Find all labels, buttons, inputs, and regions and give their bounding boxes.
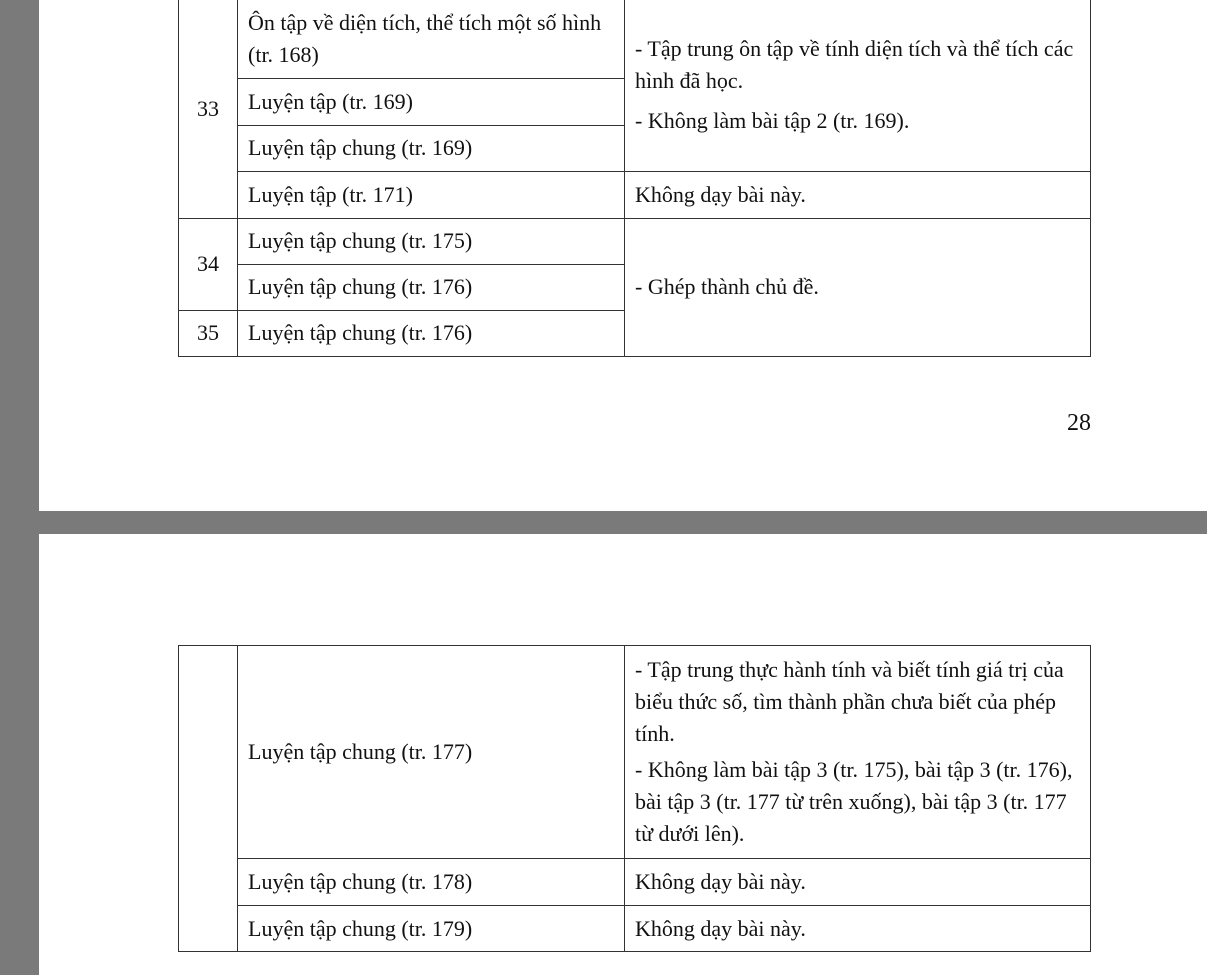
table-row (179, 906, 1091, 952)
note-line: - Tập trung ôn tập về tính diện tích và thể tích các hình đã học. (635, 36, 1074, 94)
note-line: - Không làm bài tập 2 (tr. 169). (635, 108, 910, 134)
document-page-1 (39, 0, 1207, 511)
table-row (179, 646, 1091, 859)
week-cell (179, 646, 238, 952)
document-page-2 (39, 534, 1207, 975)
note-cell: - Ghép thành chủ đề. (625, 218, 1091, 356)
week-cell (179, 310, 238, 356)
week-cell (179, 218, 238, 310)
lesson-table-1 (178, 0, 1091, 357)
lesson-cell: Luyện tập chung (tr. 176) (238, 264, 625, 310)
note-cell: Không dạy bài này. (625, 906, 1091, 952)
lesson-cell: Luyện tập chung (tr. 169) (238, 125, 625, 171)
lesson-cell: Luyện tập chung (tr. 178) (238, 859, 625, 906)
lesson-cell: Luyện tập (tr. 171) (238, 171, 625, 218)
lesson-cell: Ôn tập về diện tích, thể tích một số hình (tr. 168) (238, 0, 625, 78)
note-cell: Không dạy bài này. (625, 171, 1091, 218)
note-cell: Không dạy bài này. (625, 859, 1091, 906)
table-row (179, 171, 1091, 218)
lesson-cell: Luyện tập (tr. 169) (238, 78, 625, 125)
lesson-cell: Luyện tập chung (tr. 176) (238, 310, 625, 356)
week-number: 34 (197, 251, 219, 276)
table-row (179, 218, 1091, 264)
week-cell (179, 0, 238, 218)
table-row (179, 859, 1091, 906)
lesson-cell: Luyện tập chung (tr. 179) (238, 906, 625, 952)
week-number: 33 (197, 95, 219, 121)
note-cell (625, 646, 1091, 859)
week-number: 35 (197, 320, 219, 345)
page-number: 28 (1067, 410, 1091, 436)
note-line: - Không làm bài tập 3 (tr. 175), bài tập 3 (tr. 176), bài tập 3 (tr. 177 từ trên xuống), bài tập 3 (tr. 177 từ dưới lên). (635, 757, 1073, 846)
note-cell (625, 0, 1091, 171)
note-line: - Tập trung thực hành tính và biết tính giá trị của biểu thức số, tìm thành phần chưa biết của phép tính. (635, 657, 1064, 746)
table-row (179, 0, 1091, 78)
lesson-cell: Luyện tập chung (tr. 177) (238, 646, 625, 859)
lesson-table-2 (178, 645, 1091, 952)
lesson-cell: Luyện tập chung (tr. 175) (238, 218, 625, 264)
